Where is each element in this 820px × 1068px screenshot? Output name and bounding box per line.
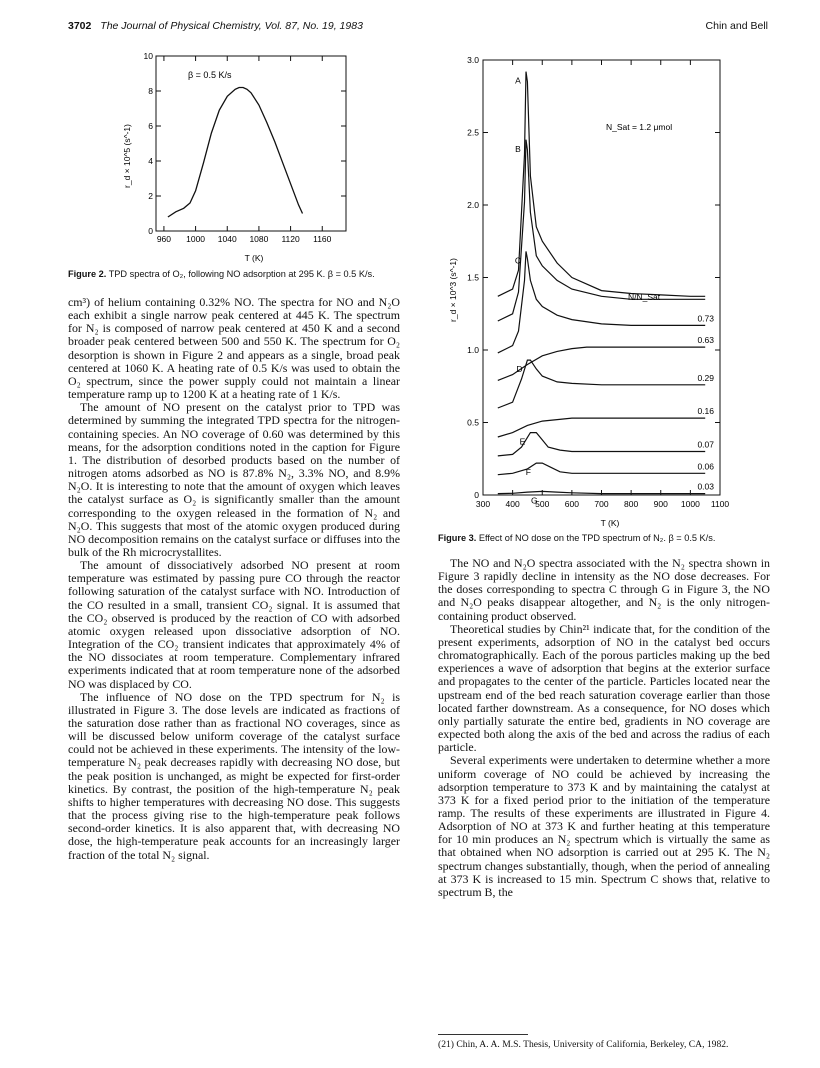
x-tick-label: 1000 [680, 499, 700, 509]
y-tick-label: 10 [143, 51, 153, 61]
figure-3-caption-label: Figure 3. [438, 533, 477, 543]
x-tick-label: 1040 [217, 234, 237, 244]
figure-2-caption-label: Figure 2. [68, 269, 107, 279]
journal-citation: The Journal of Physical Chemistry, Vol. 87, No. 19, 1983 [100, 20, 363, 32]
page-header [68, 20, 768, 40]
figure-2-caption-text: TPD spectra of O₂, following NO adsorption at 295 K. β = 0.5 K/s. [108, 269, 375, 279]
y-tick-label: 0.5 [467, 417, 479, 428]
dose-ratio-label: 0.03 [697, 481, 714, 492]
footnote-rule [438, 1034, 528, 1035]
curve-letter-label: D [516, 364, 523, 375]
figure-2-y-label: r_d × 10^5 (s^-1) [122, 124, 132, 188]
figure-3-chart [438, 48, 770, 532]
y-tick-label: 2.5 [467, 127, 479, 138]
left-body-text [68, 296, 400, 862]
x-tick-label: 400 [505, 499, 520, 509]
dose-ratio-label: 0.06 [697, 461, 714, 472]
paragraph: The influence of NO dose on the TPD spectrum for N₂ is illustrated in Figure 3. The dose levels are indicated as fractions of the saturation dose rather than as fractional NO coverages, since as will be discussed below uniform coverage of the catalyst surface could not be achieved in these experiments. The intensity of the low-temperature N₂ peak decreases rapidly with decreasing NO dose, but the peak position is unchanged, as might be expected for first-order kinetics. By contrast, the position of the high-temperature N₂ peak shifts to higher temperatures with decreasing NO dose. This suggests that the process giving rise to the high-temperature peak follows second-order kinetics. It is also apparent that, with decreasing NO dose, the high-temperature peak accounts for an increasingly larger fraction of the total N₂ signal. [68, 689, 400, 862]
o2-tpd-curve [168, 88, 303, 218]
dose-ratio-label: 0.73 [697, 313, 714, 324]
y-tick-label: 0 [474, 490, 479, 500]
curve-letter-label: A [515, 75, 521, 86]
x-tick-label: 1100 [710, 499, 730, 509]
figure-3-x-label: T (K) [600, 518, 620, 528]
figure-3-nsat-annotation: N_Sat = 1.2 μmol [606, 122, 673, 132]
curve-letter-label: G [530, 495, 538, 506]
figure-3-caption-text: Effect of NO dose on the TPD spectrum of N₂. β = 0.5 K/s. [478, 533, 716, 543]
x-tick-label: 600 [564, 499, 579, 509]
paragraph: Theoretical studies by Chin²¹ indicate that, for the condition of the present experiments, adsorption of NO in the catalyst bed occurs chromatographically. Each of the porous particles making up the bed experiences a wave of adsorption that begins at the exterior surface and propagates to the center of the particle. Particles located near the upstream end of the bed reach saturation coverage earlier than those located farther downstream. As a consequence, for NO doses which only partially saturate the entire bed, gradients in NO coverage are expected both along the axis of the bed and across the radius of each particle. [438, 621, 770, 755]
figure-2-frame [156, 56, 346, 231]
dose-ratio-label: 0.63 [697, 335, 714, 346]
n2-tpd-curve [498, 140, 705, 321]
right-body-text [438, 557, 770, 899]
y-tick-label: 1.5 [467, 272, 479, 283]
running-authors: Chin and Bell [705, 20, 768, 32]
x-tick-label: 1000 [186, 234, 206, 244]
y-tick-label: 3.0 [467, 55, 479, 65]
x-tick-label: 900 [653, 499, 668, 509]
figure-3-y-label: r_d × 10^3 (s^-1) [448, 258, 458, 322]
x-tick-label: 500 [535, 499, 550, 509]
x-tick-label: 800 [624, 499, 639, 509]
n2-tpd-curve [498, 347, 705, 380]
paragraph: cm³) of helium containing 0.32% NO. The spectra for NO and N₂O each exhibit a single narrow peak centered at 445 K. The spectrum for N₂ is composed of narrow peak centered at 450 K and a second broader peak centered between 500 and 550 K. The spectrum for O₂ desorption is shown in Figure 2 and appears as a single, broad peak centered at 1060 K. A heating rate of 0.5 K/s was used to obtain the O₂ spectrum, since the power supply could not maintain a linear temperature ramp up to 1200 K at a heating rate of 1 K/s. [68, 295, 400, 402]
x-tick-label: 700 [594, 499, 609, 509]
n2-tpd-curve [498, 251, 705, 353]
figure-3-ratio-annotation: N/N_Sat [628, 292, 661, 302]
x-tick-label: 960 [156, 234, 172, 244]
curve-letter-label: E [519, 436, 526, 447]
y-tick-label: 6 [148, 121, 153, 131]
figure-2-x-label: T (K) [244, 253, 264, 263]
x-tick-label: 1160 [313, 234, 332, 244]
figure-2-chart [68, 48, 400, 270]
paragraph: The NO and N₂O spectra associated with the N₂ spectra shown in Figure 3 rapidly decline in intensity as the NO dose decreases. For the doses corresponding to spectra C through G in Figure 3, the NO and N₂O peaks disappear altogether, and N₂ is the only nitrogen-containing product observed. [438, 556, 770, 623]
x-tick-label: 300 [475, 499, 491, 509]
dose-ratio-label: 0.07 [697, 439, 714, 450]
curve-letter-label: F [525, 467, 531, 478]
x-tick-label: 1080 [249, 234, 269, 244]
paragraph: The amount of NO present on the catalyst prior to TPD was determined by summing the integrated TPD spectra for the nitrogen-containing species. An NO coverage of 0.60 was determined by this means, for the adsorption conditions noted in the caption for Figure 1. The distribution of desorbed products based on the number of nitrogen atoms adsorbed as NO is 87.8% N₂, 3.3% NO, and 8.9% N₂O. It is interesting to note that the amount of oxygen which leaves the catalyst surface as O₂ is significantly smaller than the amount corresponding to the oxygen released in the formation of N₂ and N₂O. This suggests that most of the atomic oxygen produced during NO decomposition remains on the catalyst surface or diffuses into the bulk of the Rh microcrystallites. [68, 400, 400, 559]
paragraph: Several experiments were undertaken to determine whether a more uniform coverage of NO could be achieved by increasing the adsorption temperature to 373 K and by maintaining the catalyst at 373 K for a fixed period prior to the initiation of the temperature ramp. The results of these experiments are illustrated in Figure 4. Adsorption of NO at 373 K and further heating at this temperature for 10 min produces an N₂ spectrum which is virtually the same as that obtained when NO adsorption is carried out at 295 K. The N₂ spectrum changes substantially, though, when the period of annealing at 373 K is increased to 15 min. Spectrum C shows that, relative to spectrum B, the [438, 753, 770, 899]
page-number: 3702 [68, 20, 92, 32]
n2-tpd-curve [498, 433, 705, 456]
x-tick-label: 1120 [281, 234, 300, 244]
figure-2-caption [68, 268, 400, 280]
dose-ratio-label: 0.16 [697, 406, 714, 417]
n2-tpd-curve [498, 360, 705, 408]
curve-letter-label: C [514, 255, 522, 266]
y-tick-label: 4 [148, 156, 153, 166]
footnote-text: (21) Chin, A. A. M.S. Thesis, University of California, Berkeley, CA, 1982. [438, 1039, 729, 1050]
dose-ratio-label: 0.29 [697, 372, 714, 383]
paragraph: The amount of dissociatively adsorbed NO present at room temperature was estimated by passing pure CO through the reactor following saturation of the catalyst surface with NO. Introduction of the CO resulted in a small, transient CO₂ signal. It is assumed that the CO₂ observed is produced by the reaction of CO with adsorbed atomic oxygen released upon dissociative adsorption of NO. Integration of the CO₂ transient indicates that approximately 4% of the NO dissociates at room temperature. Complementary infrared experiments indicated that at room temperature none of the adsorbed NO was displaced by CO. [68, 558, 400, 691]
y-tick-label: 2.0 [467, 200, 479, 210]
footnote [438, 1034, 770, 1051]
curve-letter-label: B [515, 143, 521, 154]
figure-3-caption [438, 532, 770, 544]
y-tick-label: 8 [148, 86, 153, 96]
y-tick-label: 2 [148, 191, 153, 201]
y-tick-label: 1.0 [467, 345, 479, 355]
y-tick-label: 0 [148, 226, 153, 236]
figure-2-annotation: β = 0.5 K/s [188, 70, 232, 80]
